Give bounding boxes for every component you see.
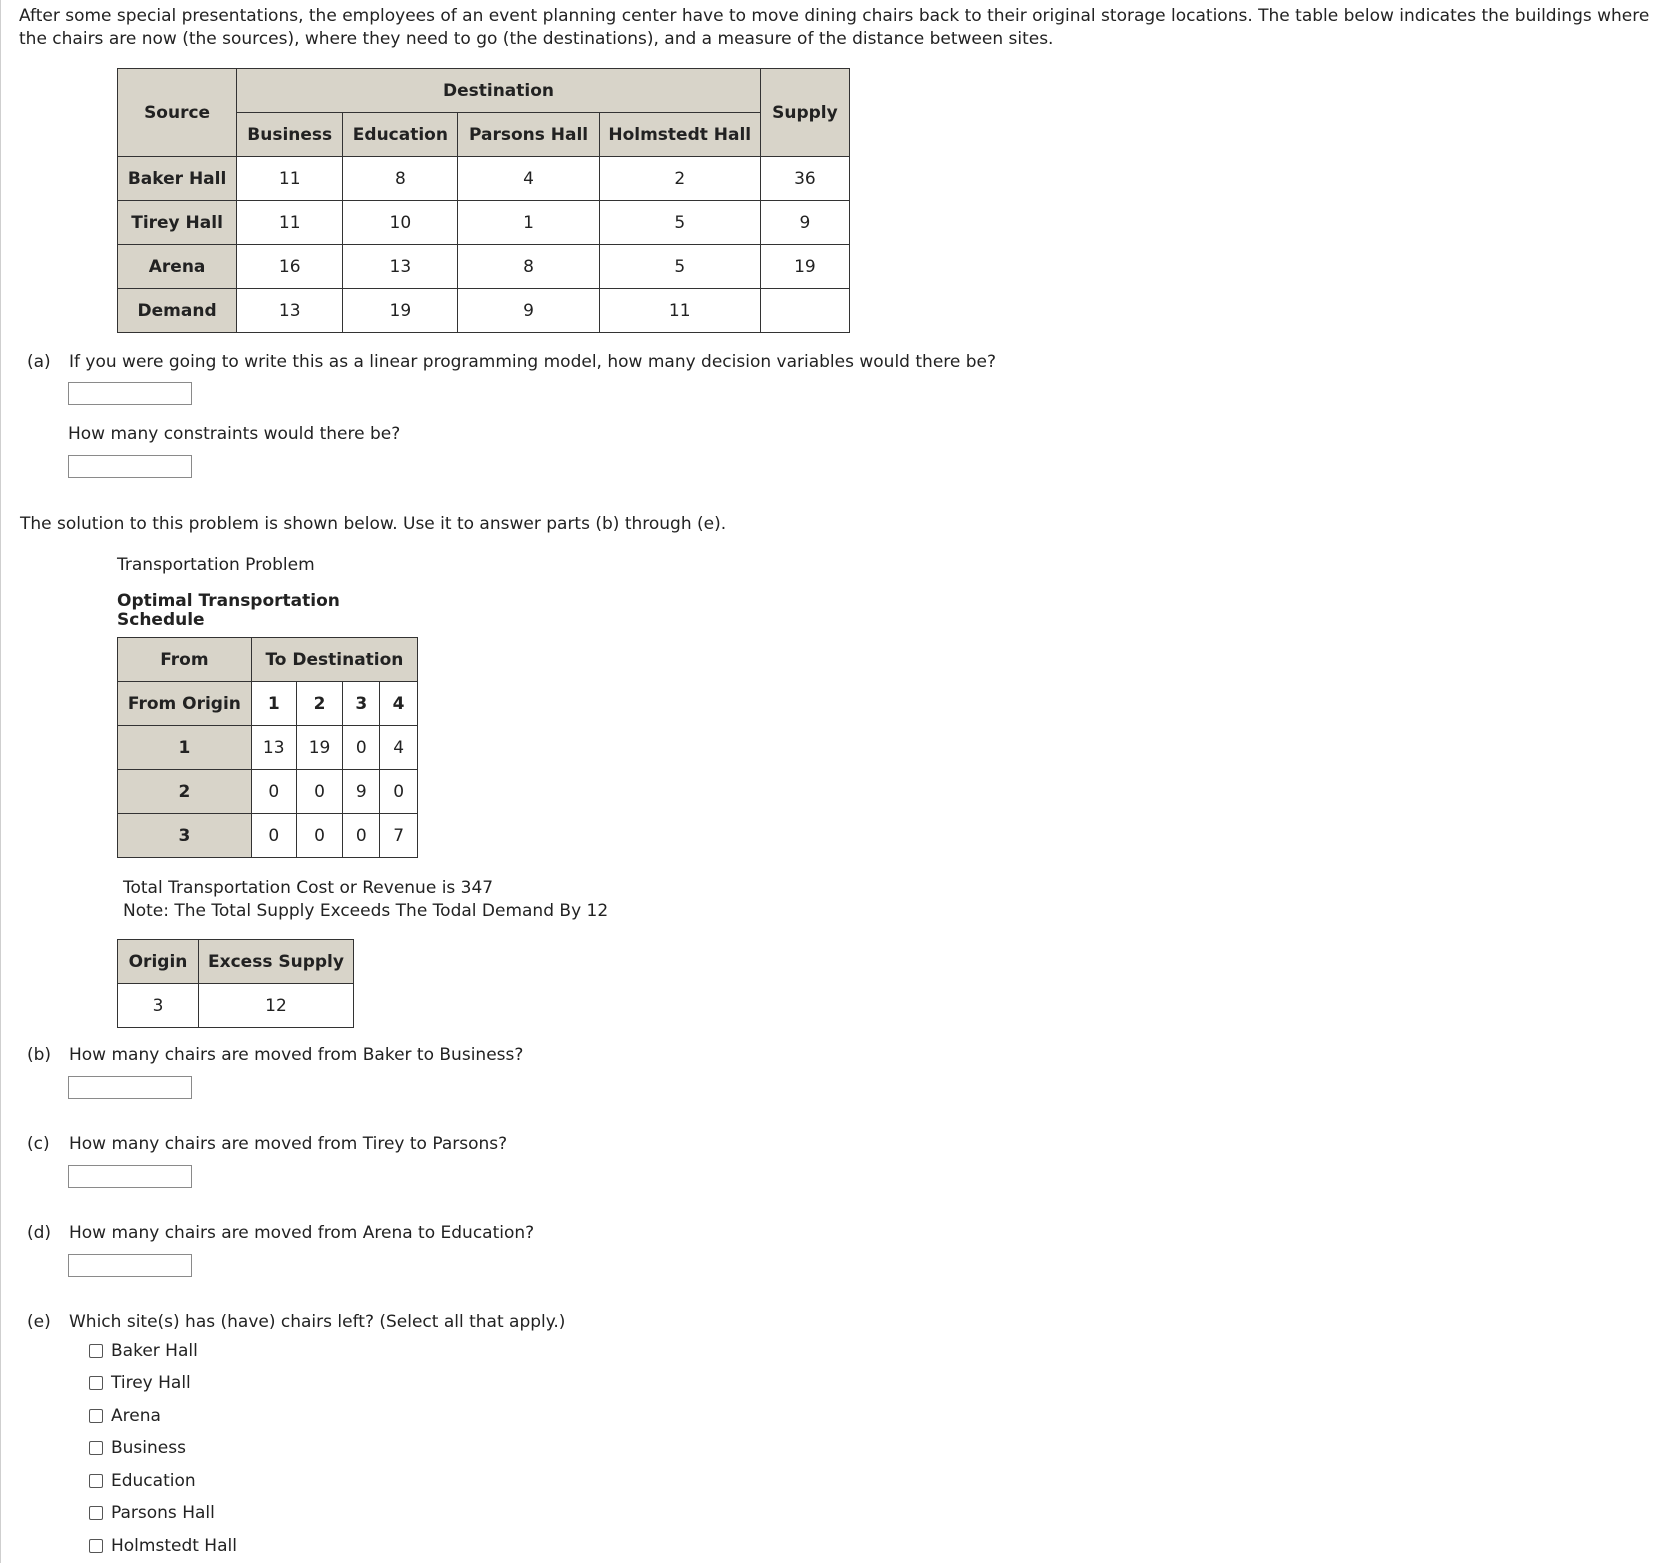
origin-label: 2 [118, 770, 252, 814]
dest-header-education: Education [343, 113, 458, 157]
question-label: (b) [27, 1045, 52, 1065]
origin-label: 1 [118, 726, 252, 770]
origin-header: Origin [118, 940, 199, 984]
question-label: (e) [27, 1312, 51, 1332]
table-cell: 0 [343, 814, 380, 858]
checkbox[interactable] [89, 1474, 103, 1488]
dest-header-parsons: Parsons Hall [458, 113, 599, 157]
question-text: If you were going to write this as a linear programming model, how many decision variables would there be? [69, 352, 997, 372]
table-cell: 13 [343, 245, 458, 289]
table-cell: 11 [237, 201, 343, 245]
demand-cell: 13 [237, 289, 343, 333]
table-cell: 0 [251, 814, 296, 858]
table-cell: 9 [343, 770, 380, 814]
table-cell: 8 [343, 157, 458, 201]
distance-table [117, 68, 850, 333]
table-row [118, 726, 418, 770]
row-label: Baker Hall [118, 157, 237, 201]
question-e [27, 1312, 565, 1332]
question-label: (c) [27, 1134, 50, 1154]
table-cell: 8 [458, 245, 599, 289]
constraints-input[interactable] [68, 455, 192, 478]
tirey-parsons-input[interactable] [68, 1165, 192, 1188]
dest-header-holmstedt: Holmstedt Hall [599, 113, 760, 157]
table-cell: 0 [343, 726, 380, 770]
table-cell: 13 [251, 726, 296, 770]
dest-number: 3 [343, 682, 380, 726]
row-label: Demand [118, 289, 237, 333]
solution-title: Transportation Problem [117, 555, 315, 575]
demand-cell: 11 [599, 289, 760, 333]
origin-label: 3 [118, 814, 252, 858]
table-cell: 4 [458, 157, 599, 201]
question-c [27, 1134, 507, 1154]
excess-supply-header: Excess Supply [199, 940, 354, 984]
source-header: Source [118, 69, 237, 157]
table-cell: 3 [118, 984, 199, 1028]
table-row [118, 201, 850, 245]
supply-cell: 36 [760, 157, 849, 201]
table-row [118, 770, 418, 814]
solution-subtitle: Optimal Transportation Schedule [117, 591, 340, 630]
question-label: (d) [27, 1223, 52, 1243]
option-business[interactable] [89, 1435, 186, 1461]
table-row [118, 814, 418, 858]
table-cell: 16 [237, 245, 343, 289]
question-text: Which site(s) has (have) chairs left? (Select all that apply.) [69, 1312, 566, 1332]
option-label: Education [111, 1471, 196, 1491]
dest-number: 4 [380, 682, 418, 726]
option-label: Holmstedt Hall [111, 1536, 237, 1556]
option-holmstedt-hall[interactable] [89, 1533, 237, 1559]
note-line: Note: The Total Supply Exceeds The Todal Demand By 12 [123, 901, 609, 921]
supply-cell: 9 [760, 201, 849, 245]
destination-header: Destination [237, 69, 761, 113]
table-cell: 2 [599, 157, 760, 201]
option-baker-hall[interactable] [89, 1338, 198, 1364]
table-cell: 5 [599, 201, 760, 245]
question-b [27, 1045, 523, 1065]
question-text: How many chairs are moved from Arena to Education? [69, 1223, 535, 1243]
option-parsons-hall[interactable] [89, 1500, 215, 1526]
baker-business-input[interactable] [68, 1076, 192, 1099]
table-cell: 4 [380, 726, 418, 770]
total-cost-line: Total Transportation Cost or Revenue is 347 [123, 878, 494, 898]
supply-header: Supply [760, 69, 849, 157]
dest-number: 2 [296, 682, 343, 726]
checkbox[interactable] [89, 1539, 103, 1553]
table-cell: 7 [380, 814, 418, 858]
option-tirey-hall[interactable] [89, 1370, 191, 1396]
table-row [118, 245, 850, 289]
table-cell: 12 [199, 984, 354, 1028]
table-cell: 5 [599, 245, 760, 289]
table-cell: 0 [251, 770, 296, 814]
option-label: Tirey Hall [111, 1373, 191, 1393]
table-cell: 0 [296, 770, 343, 814]
option-label: Arena [111, 1406, 161, 1426]
option-label: Baker Hall [111, 1341, 198, 1361]
table-row [118, 984, 354, 1028]
checkbox[interactable] [89, 1409, 103, 1423]
table-cell: 19 [296, 726, 343, 770]
schedule-table [117, 637, 418, 858]
table-cell: 11 [237, 157, 343, 201]
demand-row [118, 289, 850, 333]
empty-cell [760, 289, 849, 333]
decision-variables-input[interactable] [68, 382, 192, 405]
table-cell: 1 [458, 201, 599, 245]
dest-header-business: Business [237, 113, 343, 157]
checkbox[interactable] [89, 1376, 103, 1390]
demand-cell: 19 [343, 289, 458, 333]
checkbox[interactable] [89, 1441, 103, 1455]
from-header: From [118, 638, 252, 682]
option-arena[interactable] [89, 1403, 161, 1429]
to-destination-header: To Destination [251, 638, 417, 682]
solution-intro: The solution to this problem is shown below. Use it to answer parts (b) through (e). [20, 514, 727, 534]
question-a [27, 352, 996, 372]
dest-number: 1 [251, 682, 296, 726]
option-label: Business [111, 1438, 186, 1458]
excess-supply-table [117, 939, 354, 1028]
checkbox[interactable] [89, 1506, 103, 1520]
question-label: (a) [27, 352, 51, 372]
table-cell: 0 [296, 814, 343, 858]
table-cell: 10 [343, 201, 458, 245]
question-text: How many chairs are moved from Tirey to Parsons? [69, 1134, 508, 1154]
arena-education-input[interactable] [68, 1254, 192, 1277]
from-origin-header: From Origin [118, 682, 252, 726]
table-row [118, 157, 850, 201]
solution-summary [123, 877, 608, 923]
question-a-constraints: How many constraints would there be? [68, 424, 401, 444]
question-text: How many chairs are moved from Baker to Business? [69, 1045, 524, 1065]
demand-cell: 9 [458, 289, 599, 333]
option-label: Parsons Hall [111, 1503, 215, 1523]
question-d [27, 1223, 534, 1243]
option-education[interactable] [89, 1468, 196, 1494]
row-label: Arena [118, 245, 237, 289]
row-label: Tirey Hall [118, 201, 237, 245]
supply-cell: 19 [760, 245, 849, 289]
problem-intro: After some special presentations, the employees of an event planning center have to move dining chairs back to their original storage locations. The table below indicates the buildings where the chairs are now (the sources), where they need to go (the destinations), and a measure of the distance between sites. [19, 6, 1650, 49]
checkbox[interactable] [89, 1344, 103, 1358]
table-cell: 0 [380, 770, 418, 814]
